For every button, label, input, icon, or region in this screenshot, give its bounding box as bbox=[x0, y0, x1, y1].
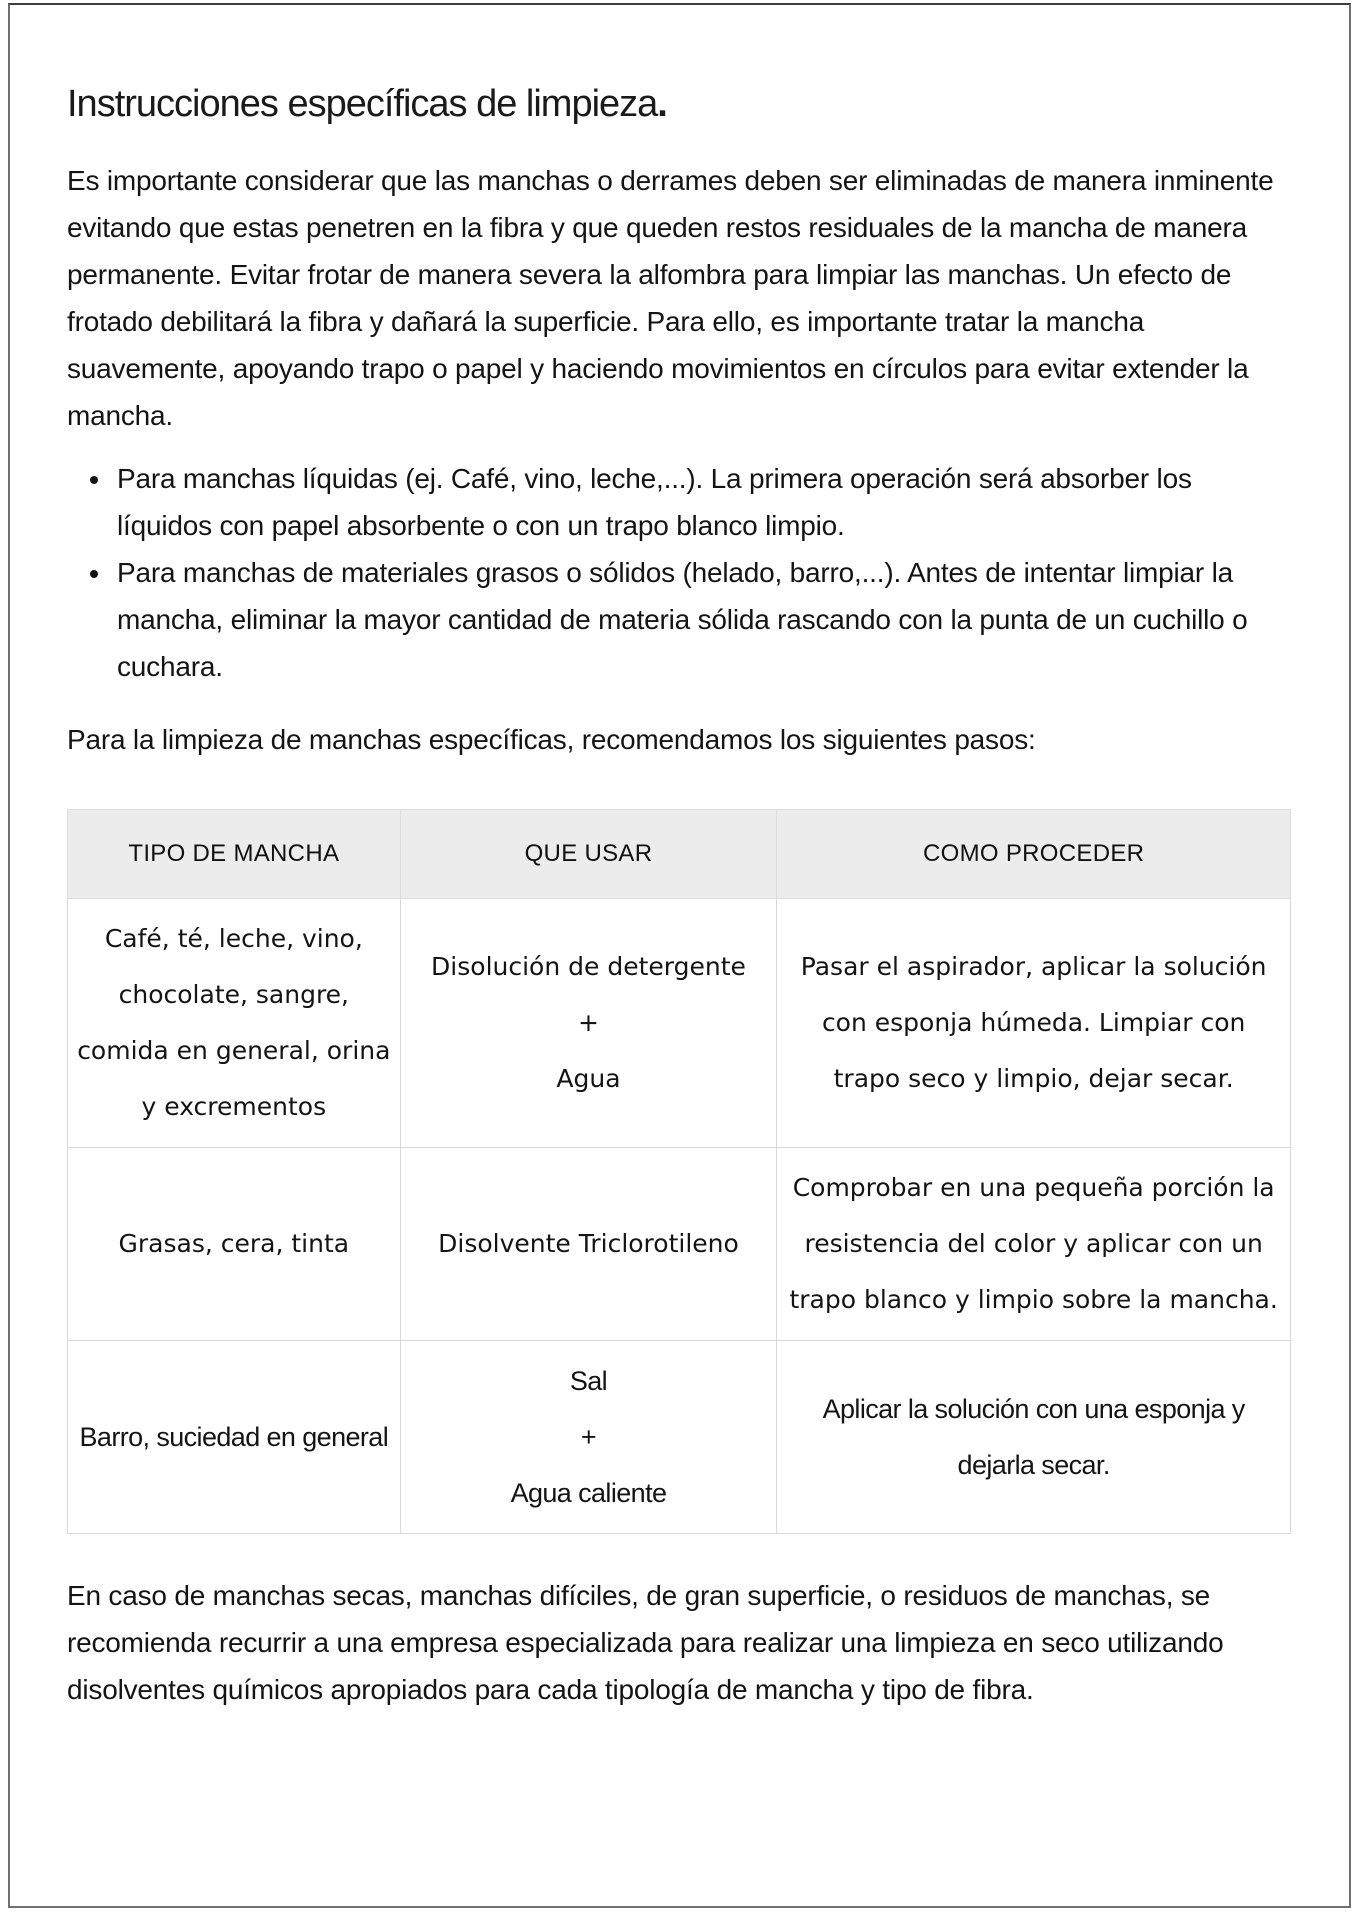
cell-como-proceder bbox=[777, 1148, 1291, 1341]
table-header bbox=[68, 810, 1291, 899]
cell-line: Disolución de detergente bbox=[431, 952, 746, 981]
bullet-list bbox=[67, 455, 1291, 690]
cell-tipo-de-mancha bbox=[68, 1148, 401, 1341]
cell-que-usar bbox=[400, 899, 777, 1148]
column-header-tipo-de-mancha: TIPO DE MANCHA bbox=[68, 810, 401, 899]
stain-cleaning-table bbox=[67, 809, 1291, 1534]
list-item-solid-stains: • Para manchas de materiales grasos o sólidos (helado, barro,...). Antes de intentar limpiar la mancha, eliminar la mayor cantidad de materia sólida rascando con la punta de un cuchillo o cuchara. bbox=[113, 549, 1291, 690]
page-title-text: Instrucciones específicas de limpieza bbox=[67, 83, 658, 125]
column-header-como-proceder: COMO PROCEDER bbox=[777, 810, 1291, 899]
table-row-grease-wax-ink bbox=[68, 1148, 1291, 1341]
cell-line: + bbox=[578, 1008, 599, 1037]
cell-que-usar bbox=[400, 1148, 777, 1341]
table-row-coffee-tea-milk bbox=[68, 899, 1291, 1148]
table-lead-paragraph: Para la limpieza de manchas específicas, recomendamos los siguientes pasos: bbox=[67, 724, 1036, 755]
closing-paragraph: En caso de manchas secas, manchas difíciles, de gran superficie, o residuos de manchas, se recomienda recurrir a una empresa especializada para realizar una limpieza en seco utilizando disolventes químicos apropiados para cada tipología de mancha y tipo de fibra. bbox=[67, 1580, 1224, 1705]
column-header-que-usar: QUE USAR bbox=[400, 810, 777, 899]
document-page bbox=[8, 3, 1351, 1908]
cell-line: Aplicar la solución con una esponja y dejarla secar. bbox=[822, 1394, 1245, 1480]
table-header-row bbox=[68, 810, 1291, 899]
cell-line: Café, té, leche, vino, chocolate, sangre, comida en general, orina y excrementos bbox=[77, 924, 391, 1121]
cell-tipo-de-mancha bbox=[68, 899, 401, 1148]
table-row-mud-dirt bbox=[68, 1341, 1291, 1534]
page-title bbox=[67, 81, 1291, 127]
cell-como-proceder bbox=[777, 1341, 1291, 1534]
page-title-period: . bbox=[657, 83, 668, 125]
cell-line: Disolvente Triclorotileno bbox=[438, 1229, 739, 1258]
cell-tipo-de-mancha bbox=[68, 1341, 401, 1534]
cell-line: Grasas, cera, tinta bbox=[118, 1229, 350, 1258]
cell-como-proceder bbox=[777, 899, 1291, 1148]
list-item-liquid-stains: • Para manchas líquidas (ej. Café, vino, leche,...). La primera operación será absorber los líquidos con papel absorbente o con un trapo blanco limpio. bbox=[113, 455, 1291, 549]
cell-line: Agua bbox=[556, 1064, 621, 1093]
cell-line: Sal bbox=[569, 1366, 608, 1396]
cell-que-usar bbox=[400, 1341, 777, 1534]
cell-line: Comprobar en una pequeña porción la resistencia del color y aplicar con un trapo blanco y limpio sobre la mancha. bbox=[789, 1173, 1278, 1314]
intro-paragraph: Es importante considerar que las manchas o derrames deben ser eliminadas de manera inminente evitando que estas penetren en la fibra y que queden restos residuales de la mancha de manera permanente. Evitar frotar de manera severa la alfombra para limpiar las manchas. Un efecto de frotado debilitará la fibra y dañará la superficie. Para ello, es importante tratar la mancha suavemente, apoyando trapo o papel y haciendo movimientos en círculos para evitar extender la mancha. bbox=[67, 165, 1274, 431]
cell-line: + bbox=[580, 1422, 597, 1452]
cell-line: Pasar el aspirador, aplicar la solución con esponja húmeda. Limpiar con trapo seco y limpio, dejar secar. bbox=[800, 952, 1267, 1093]
cell-line: Agua caliente bbox=[510, 1478, 667, 1508]
cell-line: Barro, suciedad en general bbox=[79, 1422, 389, 1452]
